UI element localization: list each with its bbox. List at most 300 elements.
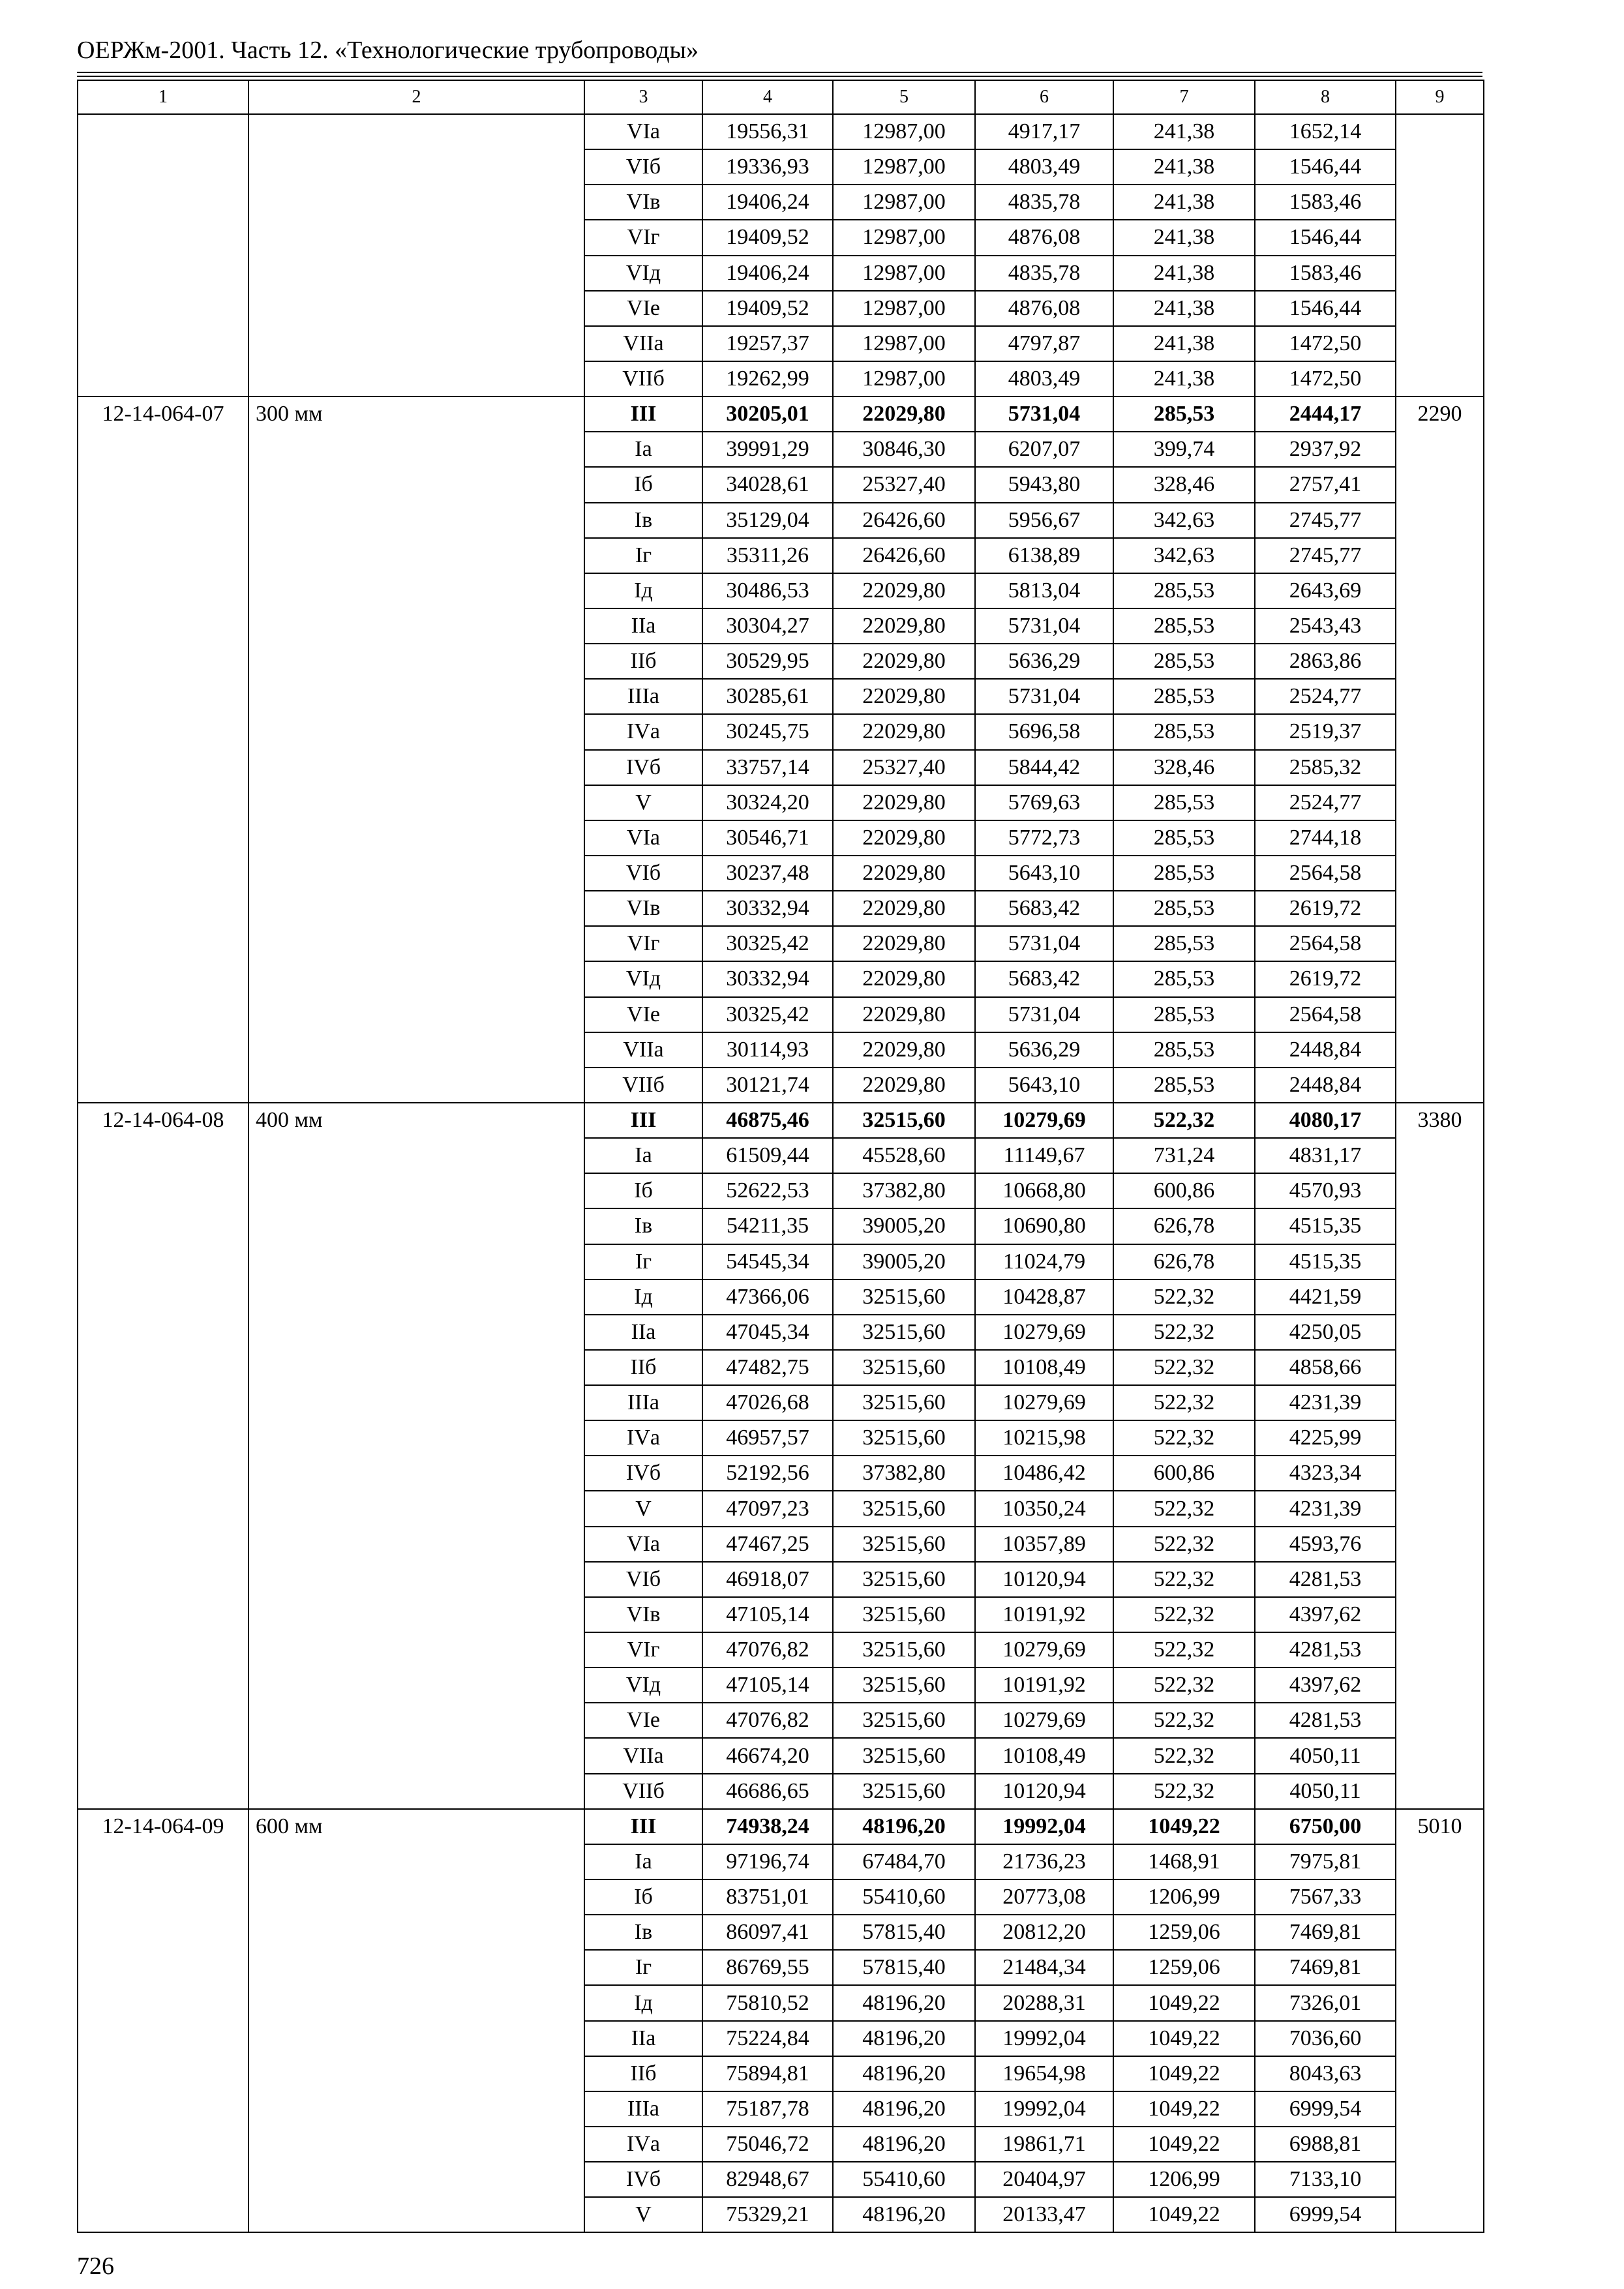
value-cell: 5696,58 — [975, 714, 1113, 749]
value-cell: 4515,35 — [1255, 1244, 1396, 1279]
value-cell: 97196,74 — [702, 1844, 833, 1879]
value-cell: 522,32 — [1113, 1103, 1255, 1138]
value-cell: 1583,46 — [1255, 185, 1396, 220]
value-cell: 22029,80 — [833, 926, 975, 961]
region-zone-cell: V — [584, 785, 702, 820]
value-cell: 19654,98 — [975, 2056, 1113, 2091]
column-9-cell — [1396, 114, 1484, 396]
region-zone-cell: IVа — [584, 1420, 702, 1456]
value-cell: 21484,34 — [975, 1950, 1113, 1985]
value-cell: 57815,40 — [833, 1950, 975, 1985]
value-cell: 1206,99 — [1113, 1879, 1255, 1915]
value-cell: 4080,17 — [1255, 1103, 1396, 1138]
region-zone-cell: IIа — [584, 2021, 702, 2056]
value-cell: 285,53 — [1113, 396, 1255, 432]
value-cell: 47097,23 — [702, 1491, 833, 1526]
value-cell: 285,53 — [1113, 573, 1255, 608]
value-cell: 22029,80 — [833, 891, 975, 926]
region-zone-cell: Iг — [584, 1950, 702, 1985]
region-zone-cell: VIIа — [584, 1738, 702, 1773]
value-cell: 32515,60 — [833, 1420, 975, 1456]
value-cell: 4323,34 — [1255, 1456, 1396, 1491]
value-cell: 19409,52 — [702, 220, 833, 255]
value-cell: 22029,80 — [833, 714, 975, 749]
value-cell: 6999,54 — [1255, 2091, 1396, 2127]
value-cell: 75187,78 — [702, 2091, 833, 2127]
page-number: 726 — [77, 2252, 114, 2280]
value-cell: 4835,78 — [975, 185, 1113, 220]
value-cell: 522,32 — [1113, 1632, 1255, 1668]
value-cell: 522,32 — [1113, 1774, 1255, 1809]
value-cell: 10191,92 — [975, 1668, 1113, 1703]
value-cell: 48196,20 — [833, 2091, 975, 2127]
value-cell: 522,32 — [1113, 1420, 1255, 1456]
value-cell: 7975,81 — [1255, 1844, 1396, 1879]
value-cell: 45528,60 — [833, 1138, 975, 1173]
value-cell: 32515,60 — [833, 1738, 975, 1773]
value-cell: 522,32 — [1113, 1703, 1255, 1738]
value-cell: 48196,20 — [833, 2021, 975, 2056]
value-cell: 75329,21 — [702, 2197, 833, 2232]
value-cell: 1259,06 — [1113, 1950, 1255, 1985]
region-zone-cell: IIIа — [584, 1385, 702, 1420]
value-cell: 8043,63 — [1255, 2056, 1396, 2091]
rate-code-cell: 12-14-064-08 — [78, 1103, 248, 1809]
region-zone-cell: Iв — [584, 503, 702, 538]
region-zone-cell: Iб — [584, 1173, 702, 1208]
diameter-cell — [248, 114, 584, 396]
value-cell: 11149,67 — [975, 1138, 1113, 1173]
region-zone-cell: Iв — [584, 1208, 702, 1244]
column-number-cell: 2 — [248, 80, 584, 114]
value-cell: 86769,55 — [702, 1950, 833, 1985]
value-cell: 4593,76 — [1255, 1527, 1396, 1562]
region-zone-cell: IVа — [584, 2127, 702, 2162]
region-zone-cell: VIг — [584, 220, 702, 255]
value-cell: 522,32 — [1113, 1597, 1255, 1632]
value-cell: 2585,32 — [1255, 750, 1396, 785]
value-cell: 6988,81 — [1255, 2127, 1396, 2162]
value-cell: 2524,77 — [1255, 785, 1396, 820]
value-cell: 47076,82 — [702, 1632, 833, 1668]
rate-code-cell — [78, 114, 248, 396]
value-cell: 10215,98 — [975, 1420, 1113, 1456]
value-cell: 22029,80 — [833, 1032, 975, 1068]
region-zone-cell: Iб — [584, 1879, 702, 1915]
value-cell: 522,32 — [1113, 1527, 1255, 1562]
value-cell: 75894,81 — [702, 2056, 833, 2091]
region-zone-cell: VIд — [584, 961, 702, 996]
value-cell: 61509,44 — [702, 1138, 833, 1173]
value-cell: 30546,71 — [702, 820, 833, 856]
value-cell: 241,38 — [1113, 361, 1255, 396]
region-zone-cell: VIе — [584, 1703, 702, 1738]
value-cell: 32515,60 — [833, 1703, 975, 1738]
value-cell: 285,53 — [1113, 856, 1255, 891]
value-cell: 285,53 — [1113, 961, 1255, 996]
region-zone-cell: VIа — [584, 820, 702, 856]
value-cell: 731,24 — [1113, 1138, 1255, 1173]
table-row — [78, 1809, 1484, 1844]
region-zone-cell: VIIа — [584, 1032, 702, 1068]
value-cell: 4231,39 — [1255, 1491, 1396, 1526]
value-cell: 19992,04 — [975, 1809, 1113, 1844]
value-cell: 20133,47 — [975, 2197, 1113, 2232]
value-cell: 19336,93 — [702, 149, 833, 185]
value-cell: 7469,81 — [1255, 1915, 1396, 1950]
value-cell: 5772,73 — [975, 820, 1113, 856]
value-cell: 25327,40 — [833, 467, 975, 502]
value-cell: 2937,92 — [1255, 432, 1396, 467]
value-cell: 19257,37 — [702, 326, 833, 361]
value-cell: 285,53 — [1113, 608, 1255, 644]
region-zone-cell: VIв — [584, 891, 702, 926]
rate-code-cell: 12-14-064-07 — [78, 396, 248, 1103]
value-cell: 21736,23 — [975, 1844, 1113, 1879]
region-zone-cell: VIIб — [584, 1774, 702, 1809]
value-cell: 4797,87 — [975, 326, 1113, 361]
value-cell: 5731,04 — [975, 396, 1113, 432]
value-cell: 12987,00 — [833, 256, 975, 291]
value-cell: 22029,80 — [833, 785, 975, 820]
region-zone-cell: Iд — [584, 1985, 702, 2020]
column-number-cell: 1 — [78, 80, 248, 114]
value-cell: 10108,49 — [975, 1350, 1113, 1385]
value-cell: 20404,97 — [975, 2162, 1113, 2197]
value-cell: 12987,00 — [833, 149, 975, 185]
value-cell: 241,38 — [1113, 114, 1255, 149]
value-cell: 2744,18 — [1255, 820, 1396, 856]
value-cell: 48196,20 — [833, 2197, 975, 2232]
value-cell: 328,46 — [1113, 467, 1255, 502]
value-cell: 522,32 — [1113, 1385, 1255, 1420]
region-zone-cell: Iг — [584, 1244, 702, 1279]
value-cell: 5731,04 — [975, 926, 1113, 961]
value-cell: 47366,06 — [702, 1279, 833, 1315]
region-zone-cell: VIв — [584, 185, 702, 220]
diameter-cell: 600 мм — [248, 1809, 584, 2233]
value-cell: 5683,42 — [975, 891, 1113, 926]
value-cell: 22029,80 — [833, 396, 975, 432]
value-cell: 37382,80 — [833, 1173, 975, 1208]
document-header-title: ОЕРЖм-2001. Часть 12. «Технологические трубопроводы» — [77, 37, 699, 64]
region-zone-cell: VIе — [584, 291, 702, 326]
value-cell: 1546,44 — [1255, 220, 1396, 255]
value-cell: 10668,80 — [975, 1173, 1113, 1208]
value-cell: 26426,60 — [833, 538, 975, 573]
value-cell: 12987,00 — [833, 114, 975, 149]
value-cell: 1472,50 — [1255, 326, 1396, 361]
value-cell: 4831,17 — [1255, 1138, 1396, 1173]
rate-code-cell: 12-14-064-09 — [78, 1809, 248, 2233]
value-cell: 5769,63 — [975, 785, 1113, 820]
value-cell: 10120,94 — [975, 1562, 1113, 1597]
value-cell: 522,32 — [1113, 1350, 1255, 1385]
region-zone-cell: VIг — [584, 926, 702, 961]
value-cell: 48196,20 — [833, 1985, 975, 2020]
value-cell: 342,63 — [1113, 538, 1255, 573]
value-cell: 37382,80 — [833, 1456, 975, 1491]
value-cell: 32515,60 — [833, 1562, 975, 1597]
value-cell: 10108,49 — [975, 1738, 1113, 1773]
value-cell: 4570,93 — [1255, 1173, 1396, 1208]
region-zone-cell: IIIа — [584, 2091, 702, 2127]
value-cell: 2757,41 — [1255, 467, 1396, 502]
value-cell: 5813,04 — [975, 573, 1113, 608]
value-cell: 4421,59 — [1255, 1279, 1396, 1315]
value-cell: 10279,69 — [975, 1703, 1113, 1738]
value-cell: 4231,39 — [1255, 1385, 1396, 1420]
region-zone-cell: IIIа — [584, 679, 702, 714]
value-cell: 2745,77 — [1255, 538, 1396, 573]
value-cell: 600,86 — [1113, 1456, 1255, 1491]
value-cell: 4050,11 — [1255, 1774, 1396, 1809]
value-cell: 241,38 — [1113, 185, 1255, 220]
value-cell: 1472,50 — [1255, 361, 1396, 396]
value-cell: 1583,46 — [1255, 256, 1396, 291]
value-cell: 32515,60 — [833, 1527, 975, 1562]
value-cell: 5956,67 — [975, 503, 1113, 538]
value-cell: 5683,42 — [975, 961, 1113, 996]
value-cell: 12987,00 — [833, 185, 975, 220]
value-cell: 47105,14 — [702, 1668, 833, 1703]
value-cell: 32515,60 — [833, 1385, 975, 1420]
region-zone-cell: IVа — [584, 714, 702, 749]
region-zone-cell: VIIа — [584, 326, 702, 361]
value-cell: 328,46 — [1113, 750, 1255, 785]
value-cell: 241,38 — [1113, 291, 1255, 326]
region-zone-cell: VIб — [584, 856, 702, 891]
value-cell: 4803,49 — [975, 149, 1113, 185]
region-zone-cell: VIб — [584, 149, 702, 185]
value-cell: 25327,40 — [833, 750, 975, 785]
value-cell: 30486,53 — [702, 573, 833, 608]
value-cell: 1049,22 — [1113, 1985, 1255, 2020]
value-cell: 32515,60 — [833, 1279, 975, 1315]
value-cell: 10279,69 — [975, 1315, 1113, 1350]
value-cell: 22029,80 — [833, 644, 975, 679]
value-cell: 5844,42 — [975, 750, 1113, 785]
value-cell: 57815,40 — [833, 1915, 975, 1950]
region-zone-cell: VIIб — [584, 361, 702, 396]
value-cell: 285,53 — [1113, 926, 1255, 961]
value-cell: 54545,34 — [702, 1244, 833, 1279]
value-cell: 30245,75 — [702, 714, 833, 749]
value-cell: 22029,80 — [833, 856, 975, 891]
value-cell: 30304,27 — [702, 608, 833, 644]
column-9-cell: 3380 — [1396, 1103, 1484, 1809]
value-cell: 1049,22 — [1113, 2021, 1255, 2056]
column-number-cell: 4 — [702, 80, 833, 114]
region-zone-cell: Iб — [584, 467, 702, 502]
region-zone-cell: IVб — [584, 2162, 702, 2197]
value-cell: 30205,01 — [702, 396, 833, 432]
value-cell: 22029,80 — [833, 961, 975, 996]
value-cell: 522,32 — [1113, 1315, 1255, 1350]
value-cell: 5731,04 — [975, 608, 1113, 644]
column-number-cell: 7 — [1113, 80, 1255, 114]
value-cell: 67484,70 — [833, 1844, 975, 1879]
value-cell: 5643,10 — [975, 1068, 1113, 1103]
value-cell: 4225,99 — [1255, 1420, 1396, 1456]
value-cell: 4876,08 — [975, 291, 1113, 326]
value-cell: 2519,37 — [1255, 714, 1396, 749]
value-cell: 19406,24 — [702, 185, 833, 220]
value-cell: 32515,60 — [833, 1632, 975, 1668]
region-zone-cell: Iа — [584, 1138, 702, 1173]
value-cell: 10357,89 — [975, 1527, 1113, 1562]
value-cell: 47045,34 — [702, 1315, 833, 1350]
value-cell: 20773,08 — [975, 1879, 1113, 1915]
value-cell: 1049,22 — [1113, 1809, 1255, 1844]
value-cell: 47467,25 — [702, 1527, 833, 1562]
value-cell: 1259,06 — [1113, 1915, 1255, 1950]
value-cell: 11024,79 — [975, 1244, 1113, 1279]
value-cell: 30325,42 — [702, 997, 833, 1032]
region-zone-cell: V — [584, 1491, 702, 1526]
value-cell: 7133,10 — [1255, 2162, 1396, 2197]
value-cell: 1546,44 — [1255, 291, 1396, 326]
column-number-cell: 3 — [584, 80, 702, 114]
value-cell: 30121,74 — [702, 1068, 833, 1103]
value-cell: 34028,61 — [702, 467, 833, 502]
value-cell: 35311,26 — [702, 538, 833, 573]
region-zone-cell: IIб — [584, 2056, 702, 2091]
header-rule — [77, 72, 1482, 73]
value-cell: 7469,81 — [1255, 1950, 1396, 1985]
value-cell: 2524,77 — [1255, 679, 1396, 714]
value-cell: 10690,80 — [975, 1208, 1113, 1244]
value-cell: 46875,46 — [702, 1103, 833, 1138]
region-zone-cell: III — [584, 1103, 702, 1138]
value-cell: 2745,77 — [1255, 503, 1396, 538]
table-row — [78, 114, 1484, 149]
value-cell: 47105,14 — [702, 1597, 833, 1632]
region-zone-cell: III — [584, 1809, 702, 1844]
value-cell: 4050,11 — [1255, 1738, 1396, 1773]
value-cell: 10279,69 — [975, 1632, 1113, 1668]
value-cell: 22029,80 — [833, 997, 975, 1032]
value-cell: 12987,00 — [833, 291, 975, 326]
value-cell: 19409,52 — [702, 291, 833, 326]
value-cell: 12987,00 — [833, 361, 975, 396]
value-cell: 7326,01 — [1255, 1985, 1396, 2020]
value-cell: 2543,43 — [1255, 608, 1396, 644]
value-cell: 47026,68 — [702, 1385, 833, 1420]
value-cell: 86097,41 — [702, 1915, 833, 1950]
value-cell: 2863,86 — [1255, 644, 1396, 679]
value-cell: 30237,48 — [702, 856, 833, 891]
value-cell: 1049,22 — [1113, 2197, 1255, 2232]
value-cell: 1468,91 — [1113, 1844, 1255, 1879]
value-cell: 4876,08 — [975, 220, 1113, 255]
value-cell: 342,63 — [1113, 503, 1255, 538]
value-cell: 2619,72 — [1255, 891, 1396, 926]
region-zone-cell: VIб — [584, 1562, 702, 1597]
value-cell: 5643,10 — [975, 856, 1113, 891]
region-zone-cell: Iд — [584, 1279, 702, 1315]
region-zone-cell: VIв — [584, 1597, 702, 1632]
value-cell: 74938,24 — [702, 1809, 833, 1844]
value-cell: 285,53 — [1113, 785, 1255, 820]
region-zone-cell: Iа — [584, 432, 702, 467]
value-cell: 4397,62 — [1255, 1597, 1396, 1632]
value-cell: 241,38 — [1113, 326, 1255, 361]
value-cell: 241,38 — [1113, 220, 1255, 255]
value-cell: 32515,60 — [833, 1315, 975, 1350]
value-cell: 39005,20 — [833, 1244, 975, 1279]
value-cell: 6138,89 — [975, 538, 1113, 573]
region-zone-cell: IIб — [584, 1350, 702, 1385]
value-cell: 47076,82 — [702, 1703, 833, 1738]
value-cell: 626,78 — [1113, 1244, 1255, 1279]
value-cell: 241,38 — [1113, 256, 1255, 291]
region-zone-cell: VIе — [584, 997, 702, 1032]
value-cell: 1652,14 — [1255, 114, 1396, 149]
value-cell: 522,32 — [1113, 1562, 1255, 1597]
value-cell: 2643,69 — [1255, 573, 1396, 608]
table-row — [78, 1103, 1484, 1138]
diameter-cell: 300 мм — [248, 396, 584, 1103]
value-cell: 7036,60 — [1255, 2021, 1396, 2056]
value-cell: 10428,87 — [975, 1279, 1113, 1315]
value-cell: 20812,20 — [975, 1915, 1113, 1950]
value-cell: 285,53 — [1113, 820, 1255, 856]
value-cell: 30324,20 — [702, 785, 833, 820]
value-cell: 10279,69 — [975, 1103, 1113, 1138]
value-cell: 48196,20 — [833, 2127, 975, 2162]
value-cell: 26426,60 — [833, 503, 975, 538]
value-cell: 4515,35 — [1255, 1208, 1396, 1244]
region-zone-cell: IVб — [584, 750, 702, 785]
value-cell: 54211,35 — [702, 1208, 833, 1244]
value-cell: 30285,61 — [702, 679, 833, 714]
value-cell: 22029,80 — [833, 679, 975, 714]
rates-table — [77, 80, 1484, 2233]
value-cell: 285,53 — [1113, 714, 1255, 749]
value-cell: 46918,07 — [702, 1562, 833, 1597]
value-cell: 6999,54 — [1255, 2197, 1396, 2232]
column-9-cell: 5010 — [1396, 1809, 1484, 2233]
value-cell: 30529,95 — [702, 644, 833, 679]
value-cell: 626,78 — [1113, 1208, 1255, 1244]
value-cell: 4281,53 — [1255, 1562, 1396, 1597]
value-cell: 82948,67 — [702, 2162, 833, 2197]
value-cell: 241,38 — [1113, 149, 1255, 185]
value-cell: 285,53 — [1113, 1032, 1255, 1068]
value-cell: 19262,99 — [702, 361, 833, 396]
value-cell: 19992,04 — [975, 2021, 1113, 2056]
region-zone-cell: VIд — [584, 256, 702, 291]
value-cell: 4250,05 — [1255, 1315, 1396, 1350]
value-cell: 19861,71 — [975, 2127, 1113, 2162]
value-cell: 4281,53 — [1255, 1632, 1396, 1668]
column-number-cell: 9 — [1396, 80, 1484, 114]
value-cell: 5731,04 — [975, 679, 1113, 714]
value-cell: 399,74 — [1113, 432, 1255, 467]
value-cell: 19556,31 — [702, 114, 833, 149]
value-cell: 47482,75 — [702, 1350, 833, 1385]
value-cell: 285,53 — [1113, 997, 1255, 1032]
value-cell: 46957,57 — [702, 1420, 833, 1456]
value-cell: 6750,00 — [1255, 1809, 1396, 1844]
value-cell: 32515,60 — [833, 1597, 975, 1632]
value-cell: 4835,78 — [975, 256, 1113, 291]
value-cell: 10120,94 — [975, 1774, 1113, 1809]
region-zone-cell: Iд — [584, 573, 702, 608]
value-cell: 285,53 — [1113, 891, 1255, 926]
value-cell: 22029,80 — [833, 820, 975, 856]
